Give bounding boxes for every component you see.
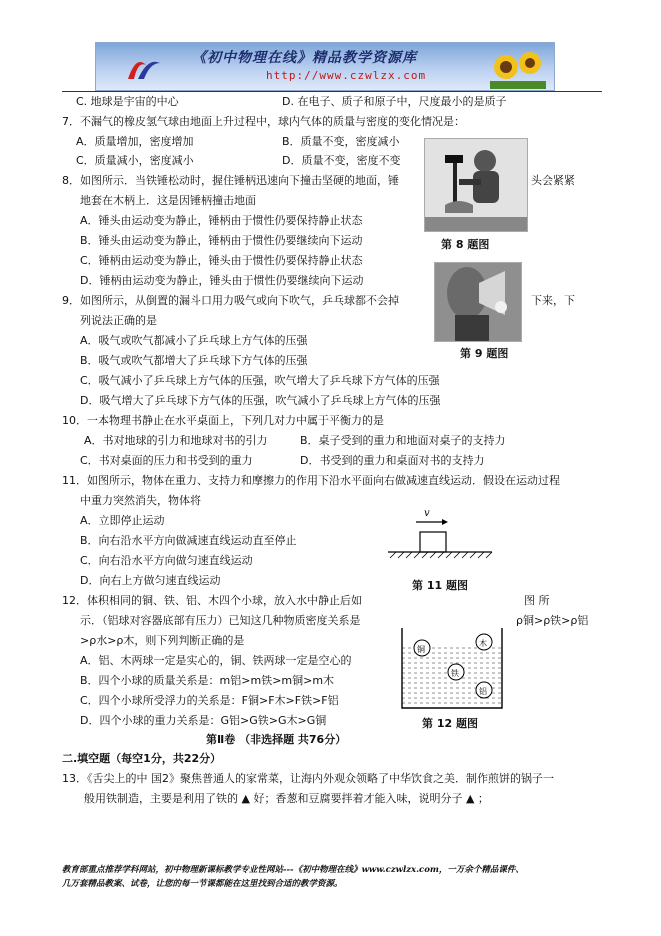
- hammer-person-icon: [425, 139, 527, 231]
- figure-11-block-diagram: [386, 502, 496, 570]
- banner-title: 《初中物理在线》精品教学资源库: [192, 50, 417, 66]
- q7-stem: 7．不漏气的橡皮氢气球由地面上升过程中，球内气体的质量与密度的变化情况是：: [62, 115, 465, 128]
- q8-option-c: C．锤柄由运动变为静止，锤头由于惯性仍要保持静止状态: [80, 254, 363, 267]
- q10-option-a: A．书对地球的引力和地球对书的引力: [84, 434, 268, 447]
- banner-url[interactable]: http://www.czwlzx.com: [266, 69, 427, 82]
- ball-wood-label: 木: [479, 639, 487, 648]
- ball-iron-label: 铁: [451, 669, 459, 678]
- figure-9-caption: 第 9 题图: [460, 347, 509, 360]
- section-ii-heading: 第Ⅱ卷 （非选择题 共76分）: [206, 733, 347, 746]
- q9-option-b: B．吸气或吹气都增大了乒乓球下方气体的压强: [80, 354, 308, 367]
- q9-stem: 9．如图所示，从倒置的漏斗口用力吸气或向下吹气，乒乓球都不会掉: [62, 294, 399, 307]
- figure-8-hammer: [424, 138, 528, 232]
- q12-option-b: B．四个小球的质量关系是：m铝>m铁>m铜>m木: [80, 674, 335, 687]
- figure-11-caption: 第 11 题图: [412, 579, 468, 592]
- figure-12-container-diagram: [396, 626, 508, 710]
- q8-option-a: A．锤头由运动变为静止，锤柄由于惯性仍要保持静止状态: [80, 214, 363, 227]
- velocity-label: v: [424, 508, 430, 519]
- figure-8-caption: 第 8 题图: [441, 238, 490, 251]
- q6-option-c: C. 地球是宇宙的中心: [76, 95, 179, 108]
- fill-blank-heading: 二.填空题（每空1分，共22分）: [62, 752, 222, 765]
- q8-stem: 8．如图所示．当铁锤松动时，握住锤柄迅速向下撞击坚硬的地面，锤: [62, 174, 399, 187]
- q12-stem-3: >ρ水>ρ木，则下列判断正确的是: [80, 634, 245, 647]
- q6-option-d: D. 在电子、质子和原子中，尺度最小的是质子: [282, 95, 507, 108]
- q8-option-d: D．锤柄由运动变为静止，锤头由于惯性仍要继续向下运动: [80, 274, 364, 287]
- q9-option-a: A．吸气或吹气都减小了乒乓球上方气体的压强: [80, 334, 308, 347]
- block-object: [420, 532, 446, 552]
- figure-9-funnel: [434, 262, 522, 342]
- q12-option-c: C．四个小球所受浮力的关系是：F铜>F木>F铁>F铝: [80, 694, 339, 707]
- q8-stem-2: 地套在木柄上．这是因锤柄撞击地面: [80, 194, 256, 207]
- footer-line-1: 教育部重点推荐学科网站，初中物理新课标教学专业性网站---《初中物理在线》www.czwlzx.com，一万余个精品课件、: [62, 865, 524, 875]
- site-logo-icon: [124, 51, 164, 83]
- q11-stem: 11．如图所示，物体在重力、支持力和摩擦力的作用下沿水平面向右做减速直线运动．假设在运动过程: [62, 474, 560, 487]
- q10-option-b: B．桌子受到的重力和地面对桌子的支持力: [300, 434, 506, 447]
- q11-option-c: C．向右沿水平方向做匀速直线运动: [80, 554, 253, 567]
- funnel-person-icon: [435, 263, 521, 341]
- q11-option-d: D．向右上方做匀速直线运动: [80, 574, 221, 587]
- q7-option-d: D．质量不变，密度不变: [282, 154, 401, 167]
- q13-stem: 13．《舌尖上的中 国2》聚焦普通人的家常菜，让海内外观众领略了中华饮食之美．制作煎饼的锅子一: [62, 772, 554, 785]
- header-rule: [62, 91, 602, 92]
- sunflower-icon: [490, 45, 546, 89]
- q11-option-a: A．立即停止运动: [80, 514, 165, 527]
- ball-aluminum-label: 铝: [479, 687, 487, 696]
- q12-stem: 12．体积相同的铜、铁、铝、木四个小球，放入水中静止后如: [62, 594, 362, 607]
- q11-stem-2: 中重力突然消失，物体将: [80, 494, 201, 507]
- ground-hatching: [390, 552, 492, 558]
- q12-stem-right: 图 所: [524, 594, 550, 607]
- q10-option-d: D．书受到的重力和桌面对书的支持力: [300, 454, 485, 467]
- q8-option-b: B．锤头由运动变为静止，锤柄由于惯性仍要继续向下运动: [80, 234, 363, 247]
- q11-option-b: B．向右沿水平方向做减速直线运动直至停止: [80, 534, 297, 547]
- q12-stem-2: 示．（铝球对容器底部有压力）已知这几种物质密度关系是: [80, 614, 361, 627]
- q9-stem-right: 下来，下: [531, 294, 575, 307]
- q10-option-c: C．书对桌面的压力和书受到的重力: [80, 454, 253, 467]
- q12-option-a: A．铝、木两球一定是实心的，铜、铁两球一定是空心的: [80, 654, 352, 667]
- q10-stem: 10．一本物理书静止在水平桌面上，下列几对力中属于平衡力的是: [62, 414, 384, 427]
- q9-option-d: D．吸气增大了乒乓球下方气体的压强，吹气减小了乒乓球上方气体的压强: [80, 394, 441, 407]
- figure-12-caption: 第 12 题图: [422, 717, 478, 730]
- q7-option-b: B．质量不变，密度减小: [282, 135, 400, 148]
- header-banner: [95, 42, 555, 91]
- q7-option-c: C．质量减小，密度减小: [76, 154, 194, 167]
- ball-copper-label: 铜: [417, 645, 425, 654]
- q13-stem-2: 般用铁制造，主要是利用了铁的 ▲ 好；香葱和豆腐要拌着才能入味，说明分子 ▲ ；: [84, 792, 489, 805]
- q9-option-c: C．吸气减小了乒乓球上方气体的压强，吹气增大了乒乓球下方气体的压强: [80, 374, 440, 387]
- q12-option-d: D．四个小球的重力关系是：G铝>G铁>G木>G铜: [80, 714, 327, 727]
- q9-stem-2: 列说法正确的是: [80, 314, 157, 327]
- q7-option-a: A．质量增加，密度增加: [76, 135, 194, 148]
- q12-density-relation: ρ铜>ρ铁>ρ铝: [516, 614, 589, 627]
- q8-stem-right: 头会紧紧: [531, 174, 575, 187]
- footer-line-2: 几万套精品教案、试卷，让您的每一节课都能在这里找到合适的教学资源。: [62, 879, 343, 889]
